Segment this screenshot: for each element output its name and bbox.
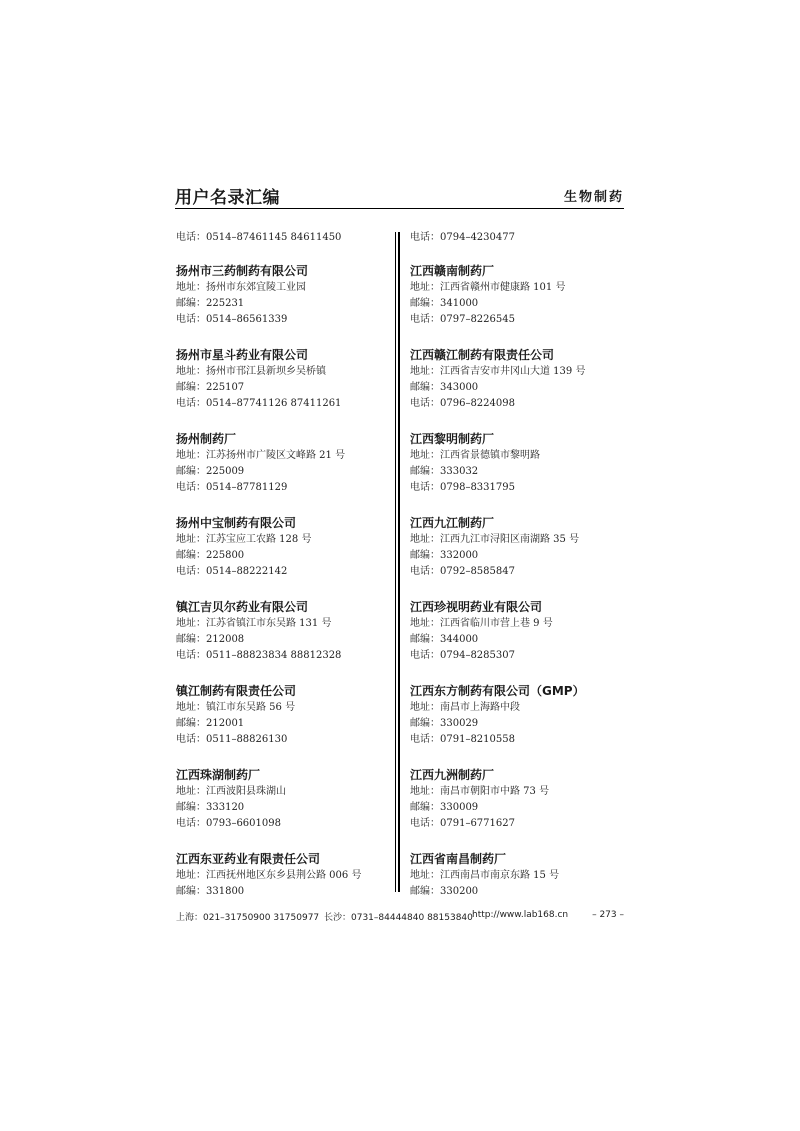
entry-address: 地址：江苏扬州市广陵区文峰路 21 号	[176, 450, 346, 461]
entry-phone: 电话：0514–87461145 84611450	[176, 232, 342, 243]
entry-address: 地址：江苏宝应工农路 128 号	[176, 534, 312, 545]
directory-entry	[176, 682, 386, 748]
entry-phone: 电话：0514–87741126 87411261	[176, 398, 342, 409]
entry-postcode: 邮编：344000	[410, 634, 479, 645]
directory-entry	[176, 850, 386, 900]
entry-address: 地址：南昌市上海路中段	[410, 702, 520, 713]
entry-address: 地址：江西九江市浔阳区南湖路 35 号	[410, 534, 580, 545]
company-name: 江西赣江制药有限责任公司	[410, 348, 555, 362]
entry-postcode: 邮编：225009	[176, 466, 245, 477]
entry-address: 地址：扬州市邗江县新坝乡吴桥镇	[176, 366, 326, 377]
entry-address: 地址：扬州市东郊宜陵工业园	[176, 282, 306, 293]
entry-phone: 电话：0514–86561339	[176, 314, 288, 325]
footer-website-link[interactable]: http://www.lab168.cn	[472, 910, 569, 920]
entry-address: 地址：江苏省镇江市东吴路 131 号	[176, 618, 332, 629]
entry-phone: 电话：0791–6771627	[410, 818, 515, 829]
entry-phone: 电话：0514–88222142	[176, 566, 288, 577]
entry-phone: 电话：0798–8331795	[410, 482, 515, 493]
company-name: 扬州中宝制药有限公司	[176, 516, 297, 530]
directory-entry	[410, 682, 625, 748]
company-name: 镇江吉贝尔药业有限公司	[176, 600, 309, 614]
company-name: 江西省南昌制药厂	[410, 852, 507, 866]
company-name: 扬州市三药制药有限公司	[176, 264, 309, 278]
entry-address: 地址：江西省景德镇市黎明路	[410, 450, 540, 461]
continued-entry	[176, 230, 386, 246]
company-name: 江西九江制药厂	[410, 516, 495, 530]
right-column	[410, 230, 625, 918]
entry-postcode: 邮编：330200	[410, 886, 479, 897]
entry-phone: 电话：0793–6601098	[176, 818, 281, 829]
entry-postcode: 邮编：330009	[410, 802, 479, 813]
entry-phone: 电话：0514–87781129	[176, 482, 288, 493]
company-name: 江西珠湖制药厂	[176, 768, 261, 782]
entry-address: 地址：江西南昌市南京东路 15 号	[410, 870, 560, 881]
page-footer	[176, 910, 624, 924]
directory-entry	[176, 346, 386, 412]
entry-phone: 电话：0792–8585847	[410, 566, 515, 577]
company-name: 扬州制药厂	[176, 432, 237, 446]
company-name: 江西东方制药有限公司（GMP）	[410, 684, 585, 698]
entry-postcode: 邮编：212008	[176, 634, 245, 645]
directory-entry	[410, 766, 625, 832]
entry-address: 地址：南昌市朝阳市中路 73 号	[410, 786, 550, 797]
entry-phone: 电话：0511–88823834 88812328	[176, 650, 342, 661]
directory-entry	[410, 430, 625, 496]
directory-entry	[410, 514, 625, 580]
entry-postcode: 邮编：341000	[410, 298, 479, 309]
entry-phone: 电话：0791–8210558	[410, 734, 515, 745]
entry-phone: 电话：0796–8224098	[410, 398, 515, 409]
entry-address: 地址：江西省临川市营上巷 9 号	[410, 618, 553, 629]
directory-entry	[176, 262, 386, 328]
divider-thick-line	[398, 232, 400, 892]
section-category: 生物制药	[563, 190, 624, 205]
header-rule	[175, 208, 624, 209]
entry-address: 地址：江西省赣州市健康路 101 号	[410, 282, 566, 293]
entry-address: 地址：江西抚州地区东乡县荆公路 006 号	[176, 870, 362, 881]
entry-phone: 电话：0511–88826130	[176, 734, 288, 745]
company-name: 扬州市星斗药业有限公司	[176, 348, 309, 362]
entry-postcode: 邮编：330029	[410, 718, 479, 729]
left-column	[176, 230, 386, 918]
page-title: 用户名录汇编	[175, 188, 280, 208]
entry-address: 地址：江西波阳县珠湖山	[176, 786, 286, 797]
entry-postcode: 邮编：332000	[410, 550, 479, 561]
entry-postcode: 邮编：225800	[176, 550, 245, 561]
company-name: 江西赣南制药厂	[410, 264, 495, 278]
footer-changsha-phone: 长沙：0731–84444840 88153840	[324, 913, 473, 923]
entry-postcode: 邮编：225107	[176, 382, 245, 393]
directory-entry	[176, 514, 386, 580]
entry-postcode: 邮编：331800	[176, 886, 245, 897]
directory-entry	[176, 766, 386, 832]
directory-entry	[410, 598, 625, 664]
directory-entry	[410, 262, 625, 328]
entry-address: 地址：镇江市东吴路 56 号	[176, 702, 296, 713]
entry-postcode: 邮编：225231	[176, 298, 245, 309]
divider-thin-line	[395, 232, 396, 892]
entry-phone: 电话：0797–8226545	[410, 314, 515, 325]
directory-entry	[410, 346, 625, 412]
entry-postcode: 邮编：343000	[410, 382, 479, 393]
company-name: 江西九洲制药厂	[410, 768, 495, 782]
entry-phone: 电话：0794–4230477	[410, 232, 515, 243]
directory-entry	[176, 598, 386, 664]
company-name: 江西黎明制药厂	[410, 432, 495, 446]
continued-entry	[410, 230, 625, 246]
entry-postcode: 邮编：333032	[410, 466, 479, 477]
directory-entry	[176, 430, 386, 496]
company-name: 江西珍视明药业有限公司	[410, 600, 543, 614]
company-name: 江西东亚药业有限责任公司	[176, 852, 321, 866]
page-number: – 273 –	[592, 910, 624, 920]
entry-postcode: 邮编：333120	[176, 802, 245, 813]
company-name: 镇江制药有限责任公司	[176, 684, 297, 698]
entry-phone: 电话：0794–8285307	[410, 650, 515, 661]
footer-shanghai-phone: 上海：021–31750900 31750977	[176, 913, 320, 923]
column-divider	[395, 232, 400, 892]
entry-address: 地址：江西省吉安市井冈山大道 139 号	[410, 366, 586, 377]
directory-entry	[410, 850, 625, 900]
entry-postcode: 邮编：212001	[176, 718, 245, 729]
